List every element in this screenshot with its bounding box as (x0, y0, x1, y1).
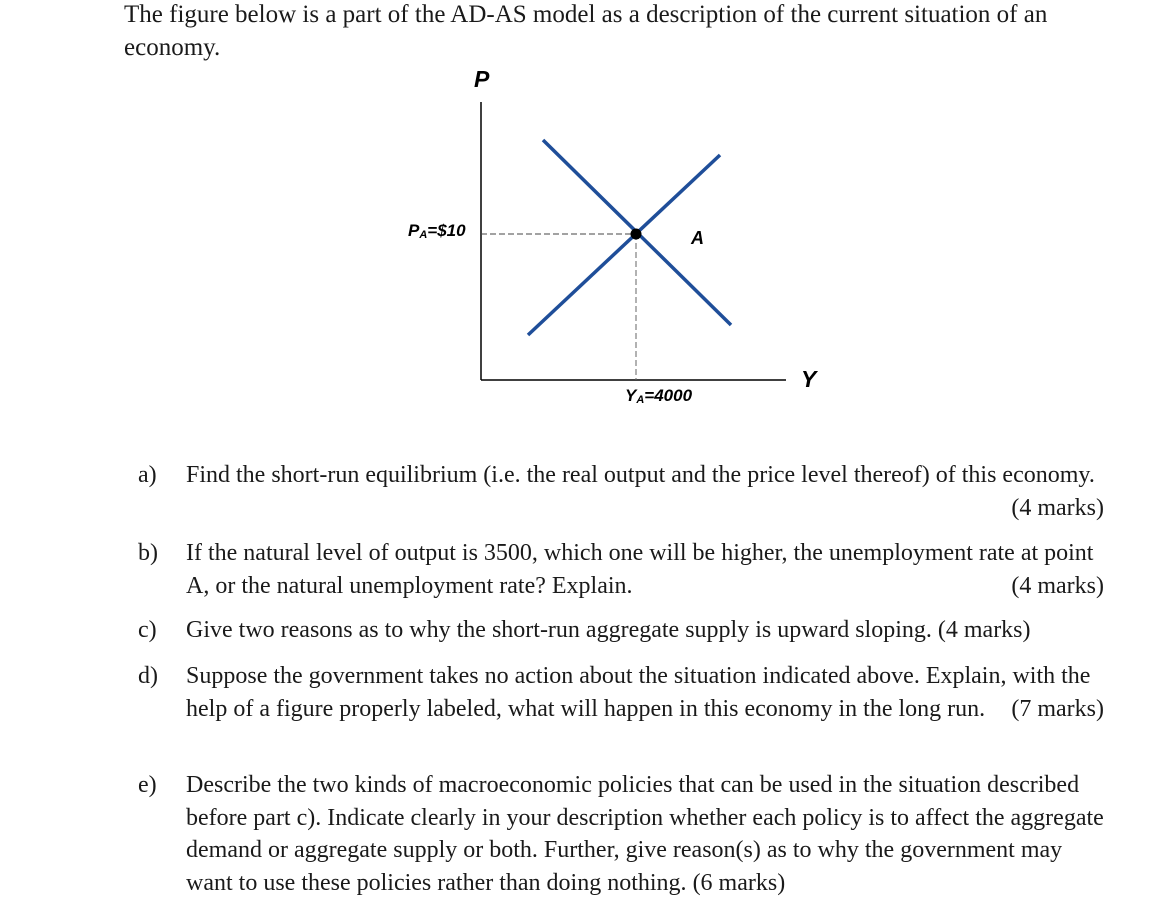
question-letter: a) (138, 462, 157, 488)
ad-as-figure (0, 0, 1170, 440)
question-text: Give two reasons as to why the short-run aggregate supply is upward sloping. (186, 617, 932, 643)
price-level-label: $P_A=\$10$ (408, 221, 466, 241)
question-marks: (7 marks) (1011, 695, 1104, 722)
question-text: Find the short-run equilibrium (i.e. the real output and the price level thereof) of this economy. (186, 462, 1095, 488)
equilibrium-point (631, 229, 642, 240)
question-letter: d) (138, 663, 158, 689)
question-marks: (6 marks) (692, 869, 786, 896)
x-axis-label: Y (801, 366, 817, 392)
question-text: If the natural level of output is 3500, which one will be higher, the unemployment rate at point A, or the natural unemployment rate? Explain. (186, 540, 1094, 599)
y-axis-label: P (474, 66, 490, 92)
question-marks: (4 marks) (1011, 572, 1104, 599)
intro-paragraph: The figure below is a part of the AD-AS model as a description of the current situation of an economy. (124, 1, 1048, 61)
ad-as-diagram (0, 0, 1170, 440)
question-letter: c) (138, 617, 157, 643)
question-marks: (4 marks) (937, 617, 1031, 643)
question-text: Suppose the government takes no action about the situation indicated above. Explain, with the help of a figure properly labeled, what will happen in this economy in the long run. (186, 663, 1091, 722)
question-marks: (4 marks) (1011, 494, 1104, 521)
question-text: Describe the two kinds of macroeconomic policies that can be used in the situation described before part c). Indicate clearly in your description whether each policy is to affect the aggregate demand or aggregate supply or both. Further, give reason(s) as to why the government may want to use these policies rather than doing nothing. (186, 772, 1104, 896)
question-letter: e) (138, 772, 157, 798)
question-letter: b) (138, 540, 158, 566)
point-a-label: A (691, 228, 704, 248)
output-level-label: $Y_A=4000$ (625, 386, 693, 406)
